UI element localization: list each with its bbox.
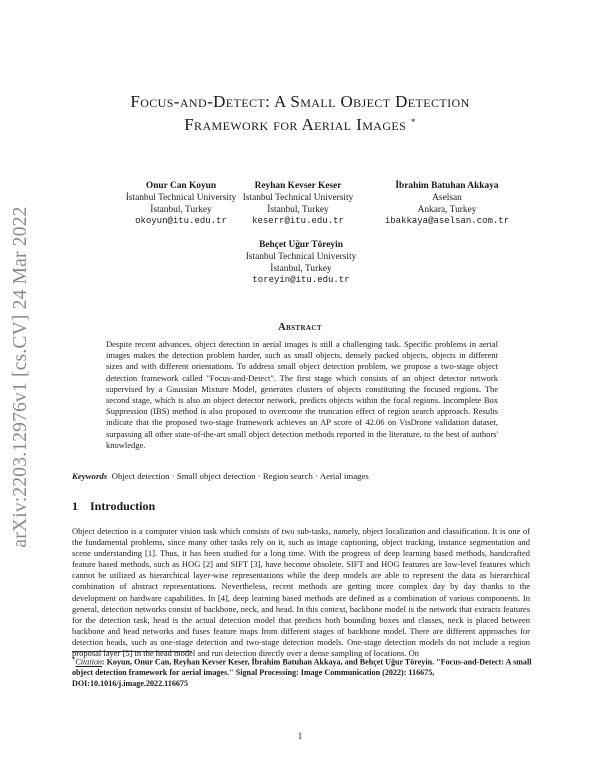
author-block <box>221 240 381 287</box>
paper-title-line-1: Focus-and-Detect: A Small Object Detection <box>130 92 470 111</box>
abstract-heading: Abstract <box>278 322 322 333</box>
paper-title <box>70 90 530 136</box>
arxiv-sidebar-stamp <box>4 200 38 554</box>
author-affiliation: Istanbul Technical University <box>245 251 357 262</box>
title-footnote-marker: * <box>410 117 416 127</box>
section-heading <box>72 499 155 514</box>
abstract-text: Despite recent advances, object detection in aerial images is still a challenging task. Specific problems in aerial images makes the detection problem harder, such as small objects, densely packed objects, objects in different sizes and with different orientations. To address small object detection problem, we propose a two-stage object detection framework called "Focus-and-Detect". The first stage which consists of an object detector network supervised by a Gaussian Mixture Model, generates clusters of objects constituting the focused regions. The second stage, which is also an object detector network, predicts objects within the focal regions. Incomplete Box Suppression (IBS) method is also proposed to overcome the truncation effect of region search approach. Results indicate that the proposed two-stage framework achieves an AP score of 42.06 on VisDrone validation dataset, surpassing all other state-of-the-art small object detection methods reported in the literature, to the best of authors' knowledge. <box>106 339 498 450</box>
keywords <box>72 471 542 482</box>
page-number: 1 <box>297 731 303 741</box>
author-block <box>223 181 373 228</box>
citation-footnote <box>72 655 534 689</box>
author-email[interactable]: toreyin@itu.edu.tr <box>252 275 350 286</box>
author-location: İstanbul, Turkey <box>270 263 332 274</box>
author-affiliation: İstanbul Technical University <box>125 192 237 203</box>
author-email[interactable]: ibakkaya@aselsan.com.tr <box>384 216 510 227</box>
author-location: İstanbul, Turkey <box>150 204 212 215</box>
author-name: Behçet Uğur Töreyin <box>259 240 343 250</box>
author-email[interactable]: keserr@itu.edu.tr <box>252 216 344 227</box>
author-name: İbrahim Batuhan Akkaya <box>395 181 499 191</box>
author-location: Ankara, Turkey <box>417 204 477 215</box>
author-location: İstanbul, Turkey <box>267 204 329 215</box>
footnote-label: Citation <box>75 657 102 667</box>
author-affiliation: Istanbul Technical University <box>242 192 354 203</box>
author-name: Reyhan Kevser Keser <box>254 181 342 191</box>
section-title: Introduction <box>90 499 156 513</box>
arxiv-identifier: arXiv:2203.12976v1 [cs.CV] 24 Mar 2022 <box>10 206 31 548</box>
author-email[interactable]: okoyun@itu.edu.tr <box>135 216 227 227</box>
author-name: Onur Can Koyun <box>145 181 217 191</box>
footnote-marker: * <box>72 656 76 663</box>
footnote-text: : Koyun, Onur Can, Reyhan Kevser Keser, İbrahim Batuhan Akkaya, and Behçet Uğur Töreyin. "Focus-and-Detect: A small object detection framework for aerial images." Signal Processing: Image Communication (2022): 116675, DOI:10.1016/j.image.2022.116675 <box>72 657 532 688</box>
author-block <box>362 181 532 228</box>
paper-title-line-2-text: Framework for Aerial Images <box>184 115 407 134</box>
keywords-list: Object detection · Small object detection · Region search · Aerial images <box>111 471 369 481</box>
keywords-label: Keywords <box>72 471 108 481</box>
section-number: 1 <box>72 499 78 513</box>
introduction-paragraph: Object detection is a computer vision task which consists of two sub-tasks, namely, object localization and classification. It is one of the fundamental problems, since many other tasks rely on it, such as image captioning, object tracking, instance segmentation and scene understanding [1]. Thus, it has been studied for a long time. With the progress of deep learning based methods, handcrafted feature based methods, such as HOG [2] and SIFT [3], have become obsolete. SIFT and HOG features are low-level features which cannot be utilized as hierarchical layer-wise representations while the deep models are able to represent the data as hierarchical combination of abstract representations. Nevertheless, recent methods are getting more complex day by day thanks to the development on hardware capabilities. In [4], deep learning based methods are defined as a combination of various components. In general, detection networks consist of backbone, neck, and head. In this context, backbone model is the network that extracts features for the detection task, head is the actual detection model that predicts both bounding boxes and classes, neck is placed between backbone and head networks and fuses feature maps from different stages of backbone model. There are different approaches for detection heads, such as one-stage detection and two-stage detection models. One-stage detection models do not include a region proposal layer [5] in the head model and run detection directly over a dense sampling of locations. On <box>72 526 530 659</box>
footnote-divider <box>72 651 192 652</box>
paper-title-line-2 <box>70 113 530 136</box>
author-affiliation: Aselsan <box>432 192 462 203</box>
